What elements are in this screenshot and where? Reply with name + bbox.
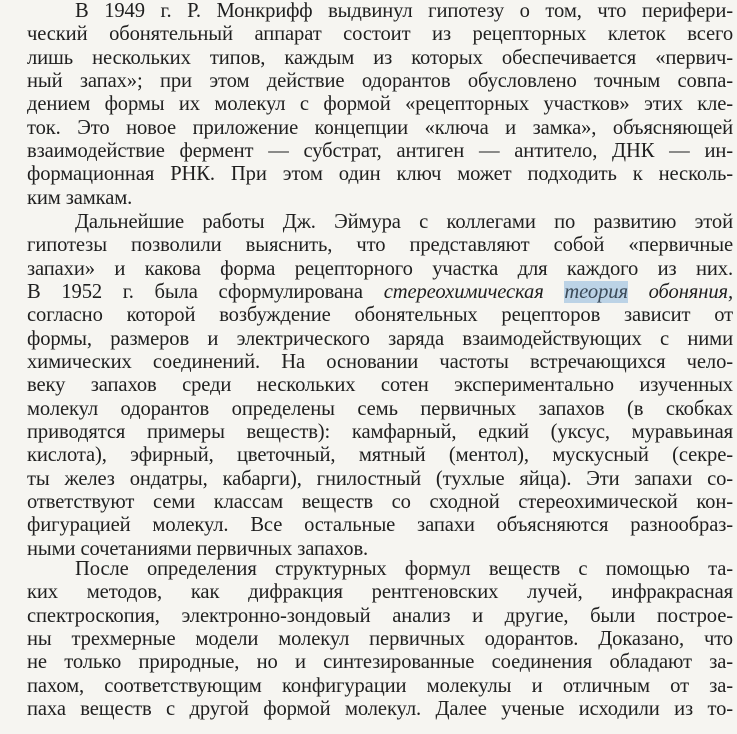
text-line: ким замкам.	[27, 186, 133, 209]
theory-line-prefix: В 1952 г. была сформулирована	[27, 281, 384, 304]
theory-italic-1: стереохимическая	[383, 281, 565, 304]
text-line: химических соединений. На основании частоты встречающихся чело-	[27, 351, 733, 374]
text-line: формы, размеров и электрического заряда взаимодействующих с ними	[27, 327, 733, 350]
text-line: взаимодействие фермент — субстрат, антиген — антитело, ДНК — ин-	[27, 140, 733, 163]
text-line: согласно которой возбуждение обонятельных рецепторов зависит от	[27, 304, 733, 327]
text-line: ответствуют семи классам веществ со сходной стереохимической кон-	[27, 491, 733, 514]
text-line: спектроскопия, электронно-зондовый анализ и другие, были построе-	[27, 604, 733, 627]
text-line: ты желез ондатры, кабарги), гнилостный (тухлые яйца). Эти запахи со-	[27, 467, 733, 490]
highlighted-word[interactable]: теория	[564, 281, 628, 304]
text-line: ток. Это новое приложение концепции «ключа и замка», объясняющей	[27, 116, 733, 139]
text-line: кислота), эфирный, цветочный, мятный (ментол), мускусный (секре-	[27, 444, 733, 467]
text-line: запахи» и какова форма рецепторного участка для каждого из них.	[27, 257, 733, 280]
text-line: веку запахов среди нескольких сотен экспериментально изученных	[27, 374, 733, 397]
text-line: ческий обонятельный аппарат состоит из рецепторных клеток всего	[27, 23, 733, 46]
text-line: ны трехмерные модели молекул первичных одорантов. Доказано, что	[27, 628, 733, 651]
theory-italic-2: обоняния,	[627, 281, 733, 304]
paragraph-1	[27, 0, 733, 210]
text-line: лишь нескольких типов, каждым из которых обеспечивается «первич-	[27, 46, 733, 69]
text-line: паха веществ с другой формой молекул. Далее ученые исходили из то-	[27, 698, 733, 721]
text-line: ких методов, как дифракция рентгеновских лучей, инфракрасная	[27, 581, 733, 604]
text-line: дением формы их молекул с формой «рецепторных участков» этих кле-	[27, 93, 733, 116]
text-line: После определения структурных формул веществ с помощью та-	[75, 558, 733, 580]
paragraph-2	[27, 211, 733, 561]
text-line: пахом, соответствующим конфигурации молекулы и отличным от за-	[27, 674, 733, 697]
text-line: ный запах»; при этом действие одорантов обусловлено точным совпа-	[27, 70, 733, 93]
text-line: ными сочетаниями первичных запахов.	[27, 537, 369, 560]
text-line: приводятся примеры веществ): камфарный, едкий (уксус, муравьиная	[27, 421, 733, 444]
text-line: не только природные, но и синтезированные соединения обладают за-	[27, 651, 733, 674]
paragraph-3	[27, 558, 733, 721]
text-line: гипотезы позволили выяснить, что представляют собой «первичные	[27, 234, 733, 257]
text-line: В 1949 г. Р. Монкрифф выдвинул гипотезу о том, что перифери-	[75, 0, 733, 22]
text-line: фигурацией молекул. Все остальные запахи объясняются разнообраз-	[27, 514, 733, 537]
text-line: формационная РНК. При этом один ключ может подходить к несколь-	[27, 163, 733, 186]
text-line: Дальнейшие работы Дж. Эймура с коллегами по развитию этой	[75, 211, 733, 233]
text-line: молекул одорантов определены семь первичных запахов (в скобках	[27, 397, 733, 420]
text-line-theory	[27, 281, 733, 304]
